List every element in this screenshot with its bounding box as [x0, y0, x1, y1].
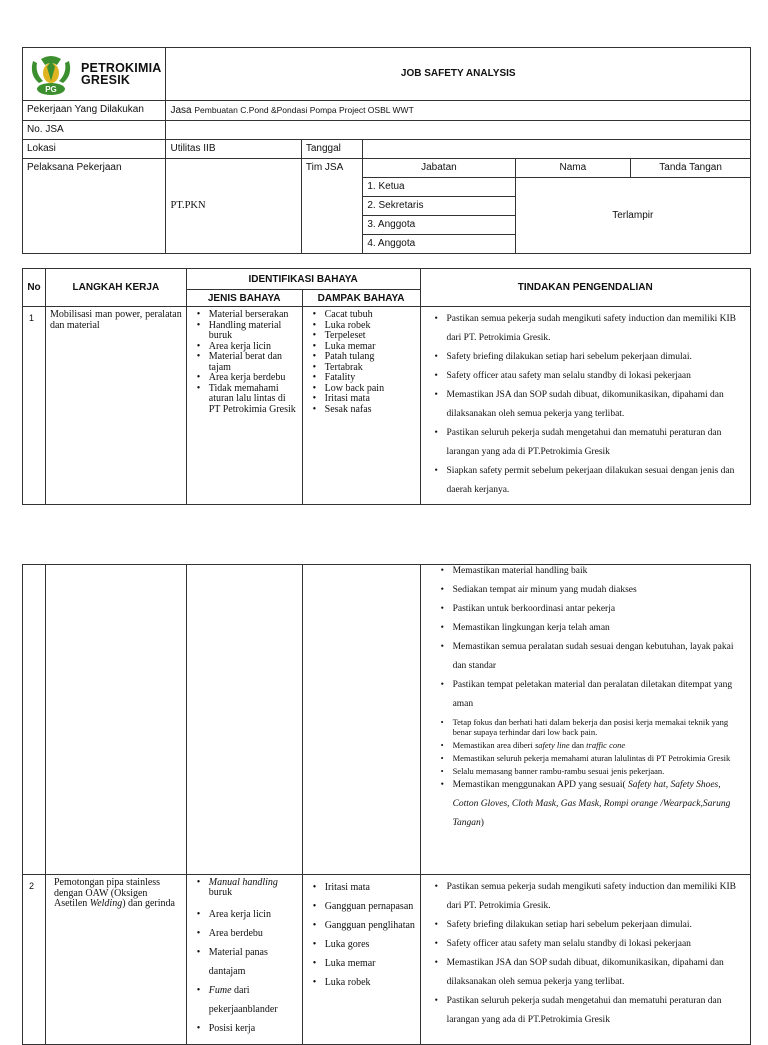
list-item: • Gangguan penglihatan — [325, 916, 416, 935]
list-item: • Area kerja licin — [209, 342, 298, 353]
list-item: • Memastikan semua peralatan sudah sesuai dengan kebutuhan, layak pakai dan standar — [453, 638, 746, 676]
row1-tindakan-list — [429, 310, 746, 500]
list-item: • Memastikan JSA dan SOP sudah dibuat, dikomunikasikan, dipahami dan dilaksanakan oleh semua pekerja yang terlibat. — [447, 386, 746, 424]
row2-jenis-fume-b: dari pekerjaanblander — [208, 985, 278, 1015]
list-item: • Tertabrak — [325, 363, 416, 374]
col-jabatan: Jabatan — [363, 159, 515, 178]
cont-tindakan-small-list — [435, 717, 746, 776]
logo-cell — [23, 48, 166, 101]
list-item: • Luka memar — [325, 954, 416, 973]
cont-no — [23, 565, 46, 875]
nojsa-label: No. JSA — [23, 121, 166, 140]
list-item: • Safety briefing dilakukan setiap hari sebelum pekerjaan dimulai. — [447, 348, 746, 367]
list-item: • Material panas dantajam — [209, 943, 298, 981]
list-item — [453, 740, 746, 750]
pekerjaan-value — [166, 101, 751, 121]
list-item: • Low back pain — [325, 384, 416, 395]
role-anggota-2: 4. Anggota — [363, 235, 515, 254]
list-item: • Memastikan seluruh pekerja memahami aturan lalulintas di PT Petrokimia Gresik — [453, 753, 746, 763]
role-ketua: 1. Ketua — [363, 178, 515, 197]
list-item: • Luka robek — [325, 973, 416, 992]
list-item: • Luka gores — [325, 935, 416, 954]
list-item: • Siapkan safety permit sebelum pekerjaan dilakukan sesuai dengan jenis dan daerah kerjanya. — [447, 462, 746, 500]
list-item: • Posisi kerja — [209, 1019, 298, 1038]
col-no-header: No — [23, 269, 46, 307]
list-item: • Material berserakan — [209, 310, 298, 321]
list-item — [209, 878, 298, 898]
pelaksana-label: Pelaksana Pekerjaan — [23, 159, 166, 254]
document-title: JOB SAFETY ANALYSIS — [166, 48, 751, 101]
row2-jenis-list — [191, 878, 298, 1038]
list-item: • Pastikan seluruh pekerja sudah mengetahui dan mematuhi peraturan dan larangan yang ada di PT.Petrokimia Gresik — [447, 992, 746, 1030]
row2-langkah-c: ) dan gerinda — [122, 898, 175, 909]
apd-text-b: Safety hat, Safety Shoes, Cotton Gloves, Cloth Mask, Gas Mask, Rompi orange /Wearpack,Sarung Tangan — [452, 780, 731, 828]
list-item: • Gangguan pernapasan — [325, 897, 416, 916]
col-identifikasi-header: IDENTIFIKASI BAHAYA — [186, 269, 420, 290]
row2-langkah-b: Welding — [89, 898, 123, 909]
row1-jenis-cell — [186, 307, 302, 505]
company-logo — [27, 51, 161, 97]
area-text-c: dan — [571, 740, 585, 750]
list-item: • Iritasi mata — [325, 878, 416, 897]
list-item — [453, 776, 746, 833]
list-item: • Memastikan lingkungan kerja telah aman — [453, 619, 746, 638]
company-name-line2: GRESIK — [81, 73, 131, 87]
col-nama: Nama — [515, 159, 631, 178]
list-item: • Tetap fokus dan berhati hati dalam bekerja dan posisi kerja memakai teknik yang benar supaya terhindar dari low back pain. — [453, 717, 746, 737]
row1-langkah: Mobilisasi man power, peralatan dan material — [45, 307, 186, 505]
list-item: • Safety briefing dilakukan setiap hari sebelum pekerjaan dimulai. — [447, 916, 746, 935]
list-item: • Fatality — [325, 373, 416, 384]
list-item: • Luka memar — [325, 342, 416, 353]
list-item: • Safety officer atau safety man selalu standby di lokasi pekerjaan — [447, 935, 746, 954]
list-item: • Safety officer atau safety man selalu standby di lokasi pekerjaan — [447, 367, 746, 386]
cont-dampak — [302, 565, 420, 875]
list-item: • Pastikan semua pekerja sudah mengikuti safety induction dan memiliki KIB dari PT. Petrokimia Gresik. — [447, 310, 746, 348]
pelaksana-value: PT.PKN — [166, 159, 301, 254]
row2-dampak-list — [307, 878, 416, 992]
col-jenis-header: JENIS BAHAYA — [186, 290, 302, 307]
list-item: • Pastikan seluruh pekerja sudah mengetahui dan mematuhi peraturan dan larangan yang ada di PT.Petrokimia Gresik — [447, 424, 746, 462]
area-text-b: safety line — [534, 740, 570, 750]
terlampir-text: Terlampir — [515, 178, 750, 254]
pekerjaan-value-a: Jasa — [170, 105, 192, 116]
role-anggota-1: 3. Anggota — [363, 216, 515, 235]
list-item: • Area kerja licin — [209, 905, 298, 924]
jsa-header-table — [22, 47, 751, 254]
list-item: • Pastikan tempat peletakan material dan peralatan diletakan ditempat yang aman — [453, 676, 746, 714]
company-name-line1: PETROKIMIA — [81, 61, 162, 75]
list-item: • Luka robek — [325, 321, 416, 332]
list-item: • Pastikan semua pekerja sudah mengikuti safety induction dan memiliki KIB dari PT. Petrokimia Gresik. — [447, 878, 746, 916]
lokasi-value: Utilitas IIB — [166, 140, 301, 159]
row1-no: 1 — [23, 307, 46, 505]
list-item: • Pastikan untuk berkoordinasi antar pekerja — [453, 600, 746, 619]
list-item: • Sediakan tempat air minum yang mudah diakses — [453, 581, 746, 600]
cont-tindakan-list — [435, 562, 746, 714]
list-item: • Handling material buruk — [209, 321, 298, 342]
col-langkah-header: LANGKAH KERJA — [45, 269, 186, 307]
row2-jenis-first-b: buruk — [208, 887, 233, 898]
col-tindakan-header: TINDAKAN PENGENDALIAN — [420, 269, 750, 307]
row2-no: 2 — [23, 875, 46, 1045]
row2-langkah-a: Pemotongan pipa stainless dengan OAW (Oksigen Asetilen — [53, 877, 161, 909]
hazard-table-page2 — [22, 564, 751, 1045]
cont-langkah — [45, 565, 186, 875]
list-item: • Sesak nafas — [325, 405, 416, 416]
apd-text-c: ) — [480, 818, 484, 828]
cont-tindakan-cell — [420, 565, 750, 875]
timjsa-label: Tim JSA — [301, 159, 362, 254]
row2-jenis-cell — [186, 875, 302, 1045]
hazard-table-page1 — [22, 268, 751, 505]
row1-dampak-cell — [302, 307, 420, 505]
row2-jenis-fume-a: Fume — [208, 985, 232, 996]
role-sekretaris: 2. Sekretaris — [363, 197, 515, 216]
list-item: • Memastikan JSA dan SOP sudah dibuat, dikomunikasikan, dipahami dan dilaksanakan oleh semua pekerja yang terlibat. — [447, 954, 746, 992]
nojsa-value — [166, 121, 751, 140]
row2-tindakan-cell — [420, 875, 750, 1045]
apd-text-a: Memastikan menggunakan APD yang sesuai( — [452, 780, 626, 790]
list-item: • Memastikan material handling baik — [453, 562, 746, 581]
list-item: • Cacat tubuh — [325, 310, 416, 321]
pekerjaan-value-b: Pembuatan C.Pond &Pondasi Pompa Project OSBL WWT — [194, 105, 414, 115]
row1-dampak-list — [307, 310, 416, 415]
col-dampak-header: DAMPAK BAHAYA — [302, 290, 420, 307]
row1-jenis-list — [191, 310, 298, 415]
company-name — [81, 62, 161, 86]
list-item: • Terpeleset — [325, 331, 416, 342]
list-item: • Area berdebu — [209, 924, 298, 943]
list-item: • Material berat dan tajam — [209, 352, 298, 373]
row1-tindakan-cell — [420, 307, 750, 505]
tanggal-label: Tanggal — [301, 140, 362, 159]
row2-dampak-cell — [302, 875, 420, 1045]
col-tanda-tangan: Tanda Tangan — [631, 159, 751, 178]
list-item — [209, 981, 298, 1019]
list-item: • Selalu memasang banner rambu-rambu sesuai jenis pekerjaan. — [453, 766, 746, 776]
row2-langkah — [45, 875, 186, 1045]
list-item: • Tidak memahami aturan lalu lintas di PT Petrokimia Gresik — [209, 384, 298, 416]
area-text-d: traffic cone — [586, 740, 626, 750]
cont-apd-list — [435, 776, 746, 833]
list-item: • Patah tulang — [325, 352, 416, 363]
list-item: • Area kerja berdebu — [209, 373, 298, 384]
tanggal-value — [363, 140, 751, 159]
pekerjaan-label: Pekerjaan Yang Dilakukan — [23, 101, 166, 121]
area-text-a: Memastikan area diberi — [452, 740, 533, 750]
row2-tindakan-list — [429, 878, 746, 1030]
list-item: • Iritasi mata — [325, 394, 416, 405]
lokasi-label: Lokasi — [23, 140, 166, 159]
row2-jenis-first-a: Manual handling — [208, 877, 278, 888]
cont-jenis — [186, 565, 302, 875]
logo-badge-text: PG — [45, 85, 57, 94]
petrokimia-logo-icon — [27, 51, 75, 97]
